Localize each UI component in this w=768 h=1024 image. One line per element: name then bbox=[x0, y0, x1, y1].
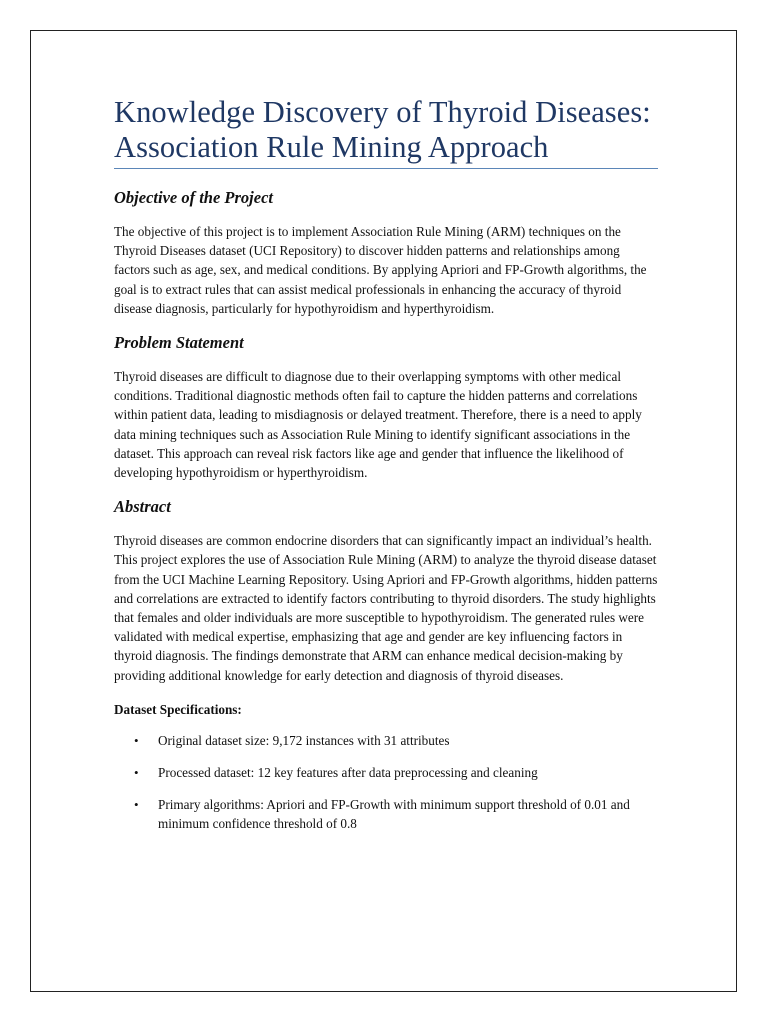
objective-heading: Objective of the Project bbox=[114, 188, 273, 207]
list-item-text: Primary algorithms: Apriori and FP-Growth with minimum support threshold of 0.01 and minimum confidence threshold of 0.8 bbox=[158, 797, 630, 832]
title-line-2: Association Rule Mining Approach bbox=[114, 130, 549, 164]
list-item bbox=[114, 763, 658, 782]
list-item-text: Original dataset size: 9,172 instances with 31 attributes bbox=[158, 732, 450, 748]
dataset-specifications-list bbox=[114, 731, 658, 834]
abstract-heading: Abstract bbox=[114, 497, 171, 517]
bullet-icon: • bbox=[134, 765, 139, 781]
list-item bbox=[114, 731, 658, 750]
list-item bbox=[114, 795, 658, 833]
problem-statement-paragraph: Thyroid diseases are difficult to diagnose due to their overlapping symptoms with other medical conditions. Traditional diagnostic methods often fail to capture the hidden patterns and correlations within patient data, leading to misdiagnosis or delayed treatment. Therefore, there is a need to apply data mining techniques such as Association Rule Mining to identify significant associations in the dataset. This approach can reveal risk factors like age and gender that influence the likelihood of developing hypothyroidism or hyperthyroidism. bbox=[114, 369, 642, 481]
bullet-icon: • bbox=[134, 797, 139, 813]
document-page bbox=[30, 30, 737, 992]
problem-statement-heading: Problem Statement bbox=[114, 333, 244, 353]
document-title bbox=[114, 95, 658, 169]
dataset-specifications-heading: Dataset Specifications: bbox=[114, 701, 242, 717]
abstract-paragraph: Thyroid diseases are common endocrine disorders that can significantly impact an individual’s health. This project explores the use of Association Rule Mining (ARM) to analyze the thyroid disease dataset from the UCI Machine Learning Repository. Using Apriori and FP-Growth algorithms, hidden patterns and correlations are extracted to identify factors contributing to thyroid disorders. The study highlights that females and older individuals are more susceptible to hypothyroidism. The generated rules were validated with medical expertise, emphasizing that age and gender are key influencing factors in thyroid diagnosis. The findings demonstrate that ARM can enhance medical decision-making by providing additional knowledge for early detection and diagnosis of thyroid diseases. bbox=[114, 533, 658, 683]
title-line-1: Knowledge Discovery of Thyroid Diseases: bbox=[114, 95, 651, 129]
document-content bbox=[114, 95, 658, 847]
bullet-icon: • bbox=[134, 732, 139, 748]
objective-paragraph: The objective of this project is to implement Association Rule Mining (ARM) techniques on the Thyroid Diseases dataset (UCI Repository) to discover hidden patterns and relationships among factors such as age, sex, and medical conditions. By applying Apriori and FP-Growth algorithms, the goal is to extract rules that can assist medical professionals in enhancing the accuracy of thyroid disease diagnosis, particularly for hypothyroidism and hyperthyroidism. bbox=[114, 224, 647, 316]
list-item-text: Processed dataset: 12 key features after data preprocessing and cleaning bbox=[158, 765, 538, 781]
